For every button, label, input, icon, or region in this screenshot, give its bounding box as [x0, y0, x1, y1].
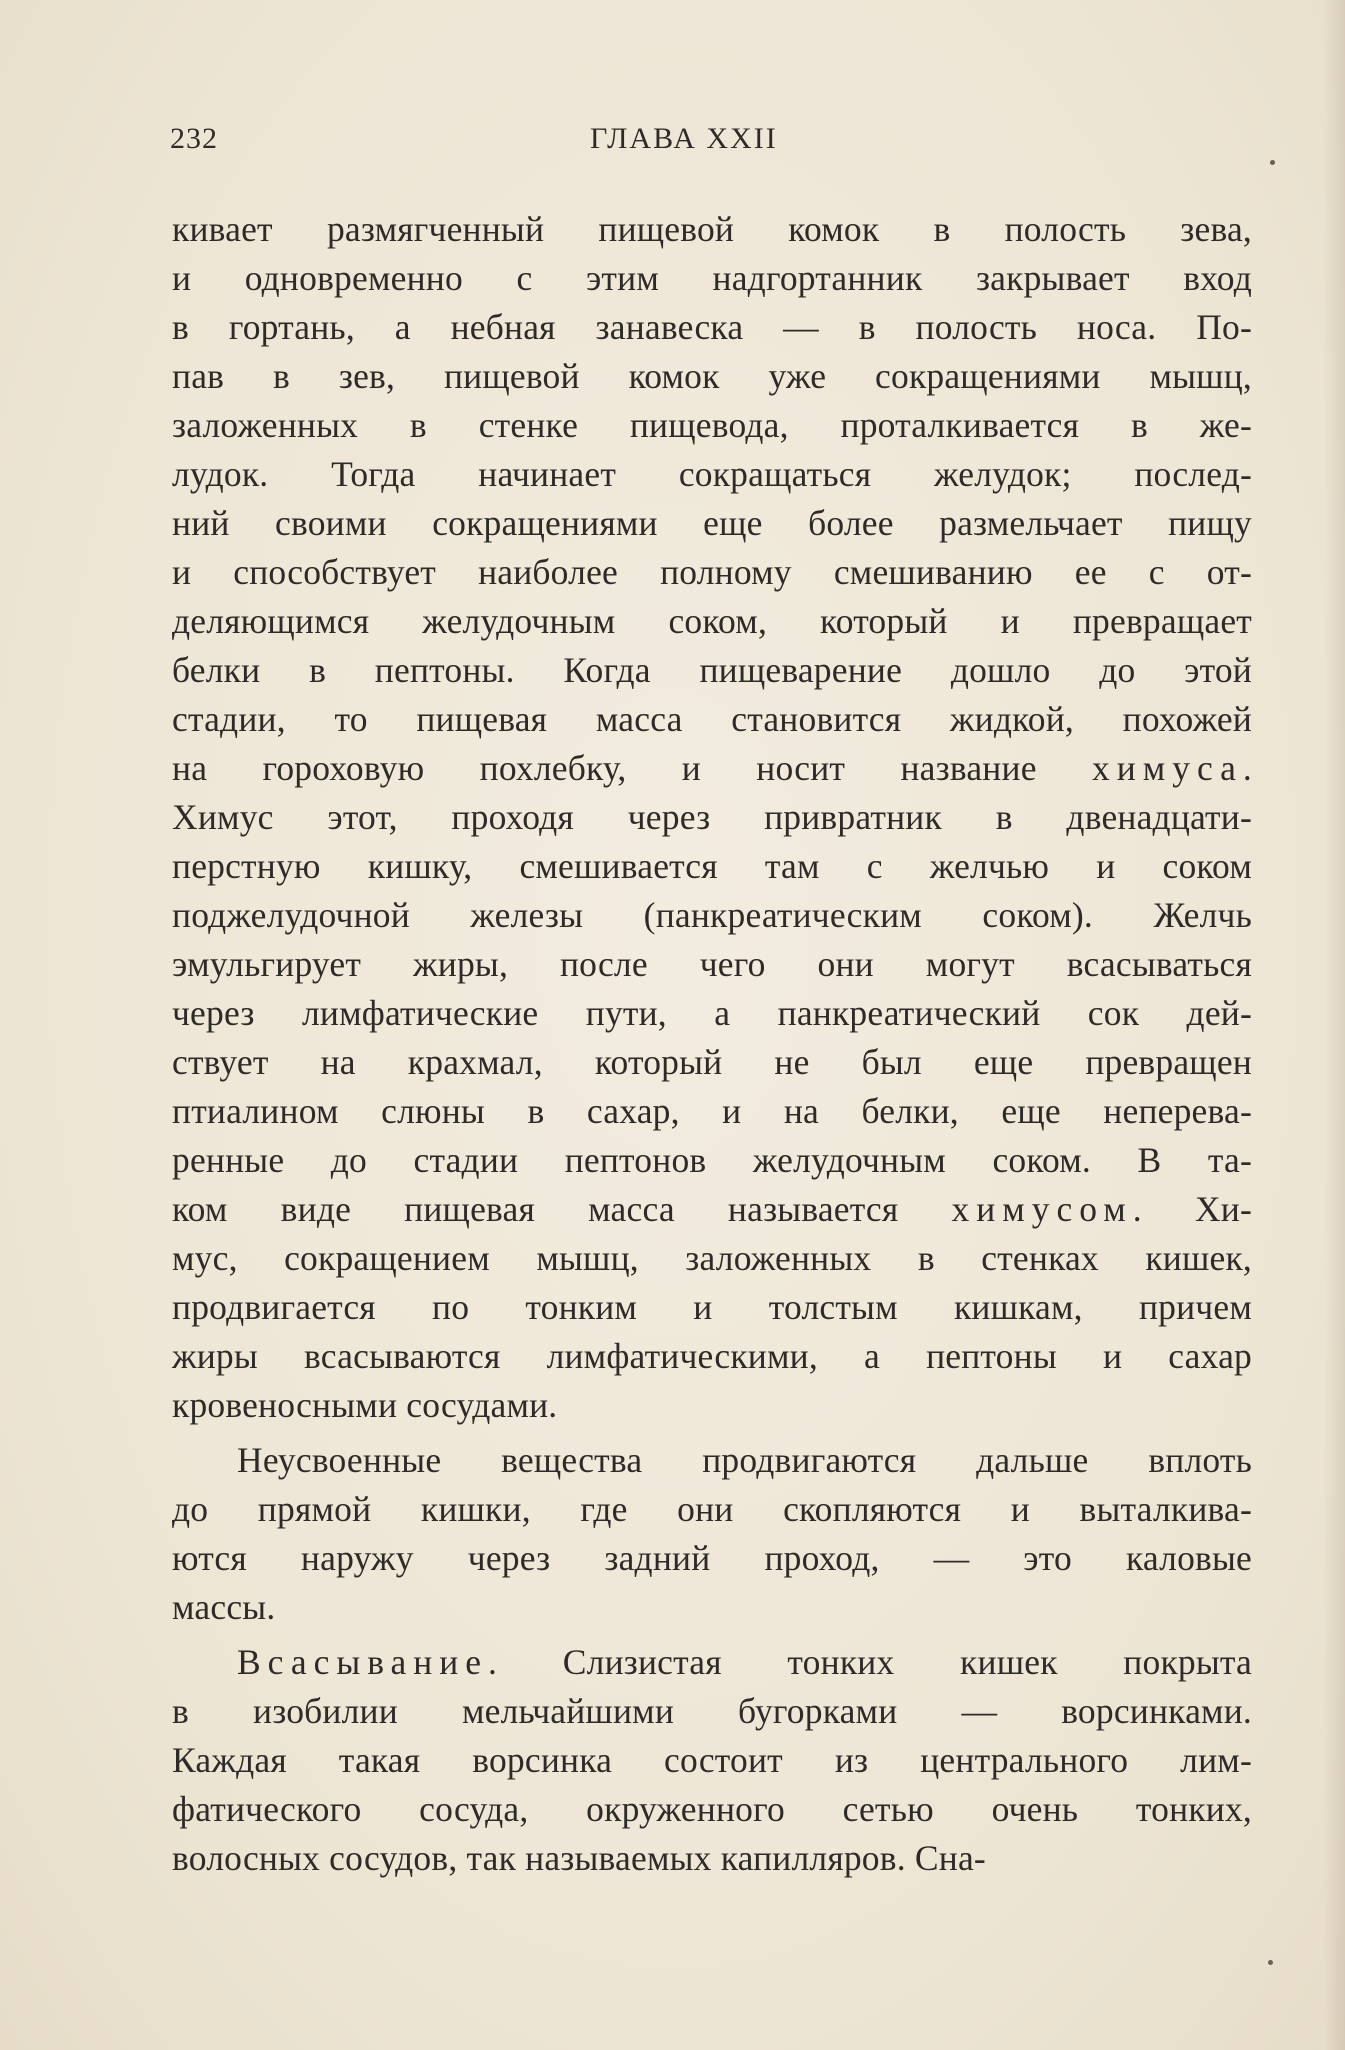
text-line: эмульгирует жиры, после чего они могут всасываться [172, 944, 1252, 984]
text-line: жиры всасываются лимфатическими, а пептоны и сахар [172, 1336, 1252, 1376]
text-segment: . [1242, 748, 1252, 788]
text-line: ствует на крахмал, который не был еще превращен [172, 1042, 1252, 1082]
text-segment: ком виде пищевая масса называется [172, 1189, 952, 1229]
text-line: кровеносными сосудами. [172, 1385, 558, 1425]
text-line: лудок. Тогда начинает сокращаться желудок; послед- [172, 454, 1252, 494]
spaced-term: химуса [1092, 748, 1243, 788]
text-line: в изобилии мельчайшими бугорками — ворсинками. [172, 1691, 1252, 1731]
text-line: заложенных в стенке пищевода, проталкивается в же- [172, 405, 1252, 445]
spaced-term: Всасывание [237, 1642, 489, 1682]
text-line: до прямой кишки, где они скопляются и выталкива- [172, 1489, 1252, 1529]
body-text [172, 205, 1252, 1883]
text-line: и способствует наиболее полному смешиванию ее с от- [172, 552, 1252, 592]
text-line [172, 744, 1252, 793]
running-title: ГЛАВА XXII [590, 122, 778, 155]
paper-speck [1270, 160, 1275, 165]
text-line: кивает размягченный пищевой комок в полость зева, [172, 209, 1252, 249]
text-line: продвигается по тонким и толстым кишкам, причем [172, 1287, 1252, 1327]
text-segment: . Слизистая тонких кишек покрыта [488, 1642, 1252, 1682]
page-number: 232 [170, 122, 218, 155]
text-line: волосных сосудов, так называемых капилляров. Сна- [172, 1838, 986, 1878]
text-line: пав в зев, пищевой комок уже сокращениями мышц, [172, 356, 1252, 396]
text-line: фатического сосуда, окруженного сетью очень тонких, [172, 1789, 1252, 1829]
text-line: в гортань, а небная занавеска — в полость носа. По- [172, 307, 1252, 347]
text-segment: . Хи- [1132, 1189, 1252, 1229]
text-line: Неусвоенные вещества продвигаются дальше вплоть [237, 1440, 1252, 1480]
text-line: ний своими сокращениями еще более размельчает пищу [172, 503, 1252, 543]
text-line: Каждая такая ворсинка состоит из центрального лим- [172, 1740, 1252, 1780]
paragraph-digestion [172, 205, 1252, 1430]
text-line: через лимфатические пути, а панкреатический сок дей- [172, 993, 1252, 1033]
text-line [172, 1185, 1252, 1234]
text-line: стадии, то пищевая масса становится жидкой, похожей [172, 699, 1252, 739]
paragraph-absorption [172, 1638, 1252, 1883]
text-line: птиалином слюны в сахар, и на белки, еще неперева- [172, 1091, 1252, 1131]
page-header [170, 122, 830, 162]
text-line [172, 1638, 1252, 1687]
text-line: белки в пептоны. Когда пищеварение дошло до этой [172, 650, 1252, 690]
page-edge-shadow [1323, 0, 1345, 2050]
text-segment: на гороховую похлебку, и носит название [172, 748, 1092, 788]
spaced-term: химусом [951, 1189, 1133, 1229]
text-line: ются наружу через задний проход, — это каловые [172, 1538, 1252, 1578]
text-line: поджелудочной железы (панкреатическим соком). Желчь [172, 895, 1252, 935]
text-line: Химус этот, проходя через привратник в двенадцати- [172, 797, 1252, 837]
text-line: ренные до стадии пептонов желудочным соком. В та- [172, 1140, 1252, 1180]
text-line: и одновременно с этим надгортанник закрывает вход [172, 258, 1252, 298]
text-line: перстную кишку, смешивается там с желчью и соком [172, 846, 1252, 886]
text-line: мус, сокращением мышц, заложенных в стенках кишек, [172, 1238, 1252, 1278]
paper-speck [1268, 1960, 1273, 1965]
paragraph-unabsorbed [172, 1436, 1252, 1632]
text-line: деляющимся желудочным соком, который и превращает [172, 601, 1252, 641]
text-line: массы. [172, 1587, 276, 1627]
